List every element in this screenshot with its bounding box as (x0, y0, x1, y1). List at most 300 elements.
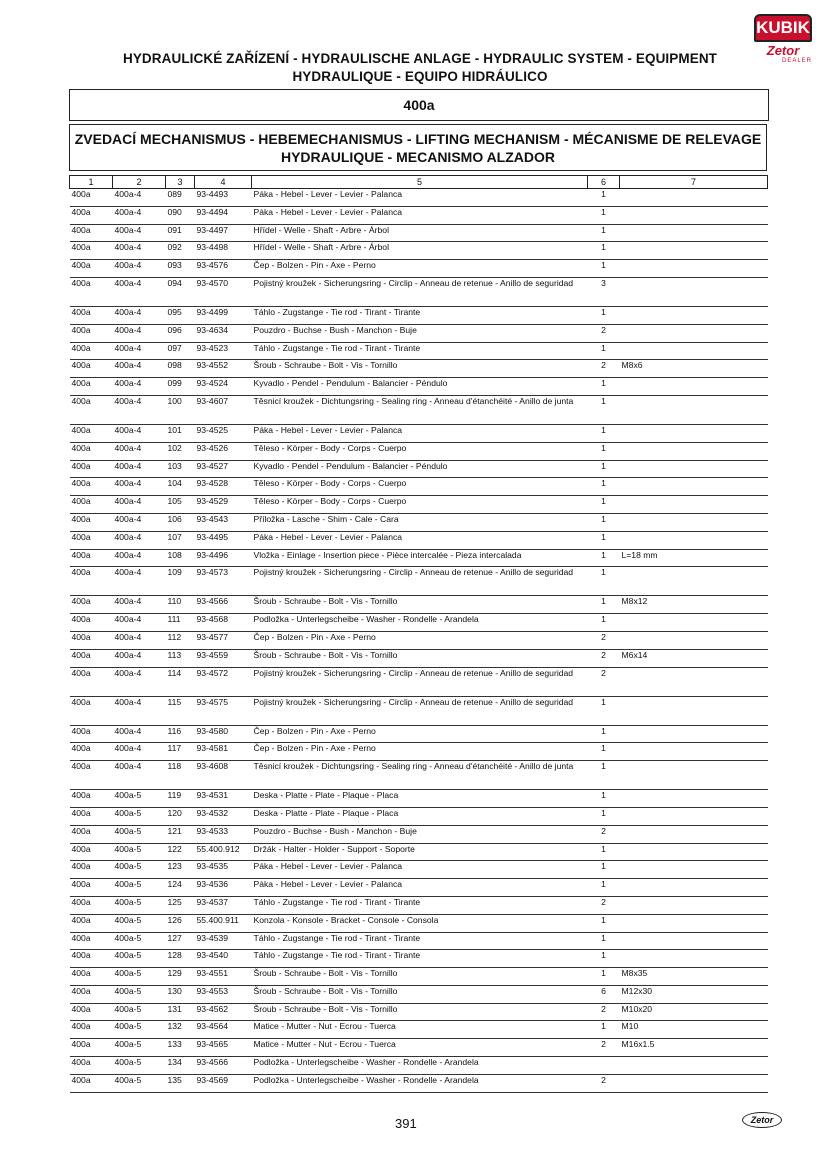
cell-col-4: 93-4565 (195, 1039, 252, 1057)
table-row (70, 1003, 768, 1021)
cell-col-5: Šroub - Schraube - Bolt - Vis - Tornillo (252, 985, 588, 1003)
cell-col-5: Matice - Mutter - Nut - Ecrou - Tuerca (252, 1021, 588, 1039)
cell-col-3: 099 (166, 378, 195, 396)
cell-col-7 (620, 513, 768, 531)
cell-col-6: 2 (588, 1074, 620, 1092)
table-row (70, 531, 768, 549)
table-row (70, 378, 768, 396)
cell-col-3: 089 (166, 189, 195, 207)
cell-col-5: Těleso - Körper - Body - Corps - Cuerpo (252, 496, 588, 514)
cell-col-4: 93-4552 (195, 360, 252, 378)
cell-col-1: 400a (70, 1039, 113, 1057)
cell-col-2: 400a-4 (113, 189, 166, 207)
cell-col-1: 400a (70, 1003, 113, 1021)
table-row (70, 260, 768, 278)
cell-col-4: 93-4529 (195, 496, 252, 514)
cell-col-1: 400a (70, 224, 113, 242)
cell-col-6: 1 (588, 696, 620, 725)
cell-col-7 (620, 1057, 768, 1075)
title-line-1: HYDRAULICKÉ ZAŘÍZENÍ - HYDRAULISCHE ANLAGE - HYDRAULIC SYSTEM - EQUIPMENT (122, 51, 718, 66)
cell-col-6: 1 (588, 761, 620, 790)
cell-col-4: 93-4525 (195, 424, 252, 442)
cell-col-6: 1 (588, 596, 620, 614)
cell-col-2: 400a-4 (113, 206, 166, 224)
column-header-4: 4 (195, 176, 252, 189)
cell-col-1: 400a (70, 914, 113, 932)
cell-col-2: 400a-5 (113, 1021, 166, 1039)
cell-col-1: 400a (70, 1057, 113, 1075)
cell-col-6: 1 (588, 531, 620, 549)
cell-col-5: Deska - Platte - Plate - Plaque - Placa (252, 807, 588, 825)
cell-col-3: 134 (166, 1057, 195, 1075)
cell-col-2: 400a-5 (113, 879, 166, 897)
cell-col-3: 132 (166, 1021, 195, 1039)
table-row (70, 790, 768, 808)
table-row (70, 324, 768, 342)
cell-col-3: 094 (166, 277, 195, 306)
cell-col-1: 400a (70, 743, 113, 761)
cell-col-1: 400a (70, 667, 113, 696)
cell-col-4: 93-4493 (195, 189, 252, 207)
column-header-5: 5 (252, 176, 588, 189)
cell-col-6: 1 (588, 1021, 620, 1039)
cell-col-4: 93-4535 (195, 861, 252, 879)
cell-col-5: Podložka - Unterlegscheibe - Washer - Rondelle - Arandela (252, 614, 588, 632)
cell-col-1: 400a (70, 1074, 113, 1092)
table-row (70, 950, 768, 968)
cell-col-6: 3 (588, 277, 620, 306)
cell-col-3: 122 (166, 843, 195, 861)
table-row (70, 614, 768, 632)
cell-col-1: 400a (70, 596, 113, 614)
cell-col-6: 1 (588, 424, 620, 442)
cell-col-2: 400a-4 (113, 242, 166, 260)
cell-col-6: 2 (588, 1039, 620, 1057)
cell-col-4: 93-4576 (195, 260, 252, 278)
cell-col-3: 120 (166, 807, 195, 825)
cell-col-2: 400a-4 (113, 360, 166, 378)
cell-col-2: 400a-4 (113, 277, 166, 306)
cell-col-3: 102 (166, 442, 195, 460)
cell-col-7 (620, 424, 768, 442)
cell-col-1: 400a (70, 424, 113, 442)
cell-col-4: 93-4568 (195, 614, 252, 632)
cell-col-2: 400a-5 (113, 807, 166, 825)
cell-col-1: 400a (70, 879, 113, 897)
column-header-6: 6 (588, 176, 620, 189)
cell-col-1: 400a (70, 861, 113, 879)
cell-col-4: 93-4540 (195, 950, 252, 968)
cell-col-6: 2 (588, 649, 620, 667)
table-row (70, 360, 768, 378)
cell-col-7 (620, 914, 768, 932)
cell-col-4: 93-4498 (195, 242, 252, 260)
cell-col-3: 114 (166, 667, 195, 696)
title-line-2: HYDRAULIQUE - EQUIPO HIDRÁULICO (292, 69, 548, 84)
cell-col-6: 1 (588, 206, 620, 224)
cell-col-3: 092 (166, 242, 195, 260)
cell-col-3: 113 (166, 649, 195, 667)
cell-col-7 (620, 950, 768, 968)
table-row (70, 725, 768, 743)
table-row (70, 696, 768, 725)
cell-col-2: 400a-5 (113, 985, 166, 1003)
table-row (70, 631, 768, 649)
table-row (70, 761, 768, 790)
cell-col-3: 106 (166, 513, 195, 531)
cell-col-3: 125 (166, 896, 195, 914)
cell-col-2: 400a-5 (113, 843, 166, 861)
cell-col-4: 93-4575 (195, 696, 252, 725)
cell-col-4: 93-4608 (195, 761, 252, 790)
cell-col-6: 2 (588, 324, 620, 342)
cell-col-5: Příložka - Lasche - Shim - Cale - Cara (252, 513, 588, 531)
cell-col-4: 93-4536 (195, 879, 252, 897)
cell-col-2: 400a-4 (113, 549, 166, 567)
cell-col-1: 400a (70, 631, 113, 649)
cell-col-7 (620, 378, 768, 396)
cell-col-2: 400a-4 (113, 224, 166, 242)
cell-col-2: 400a-4 (113, 596, 166, 614)
cell-col-7 (620, 807, 768, 825)
cell-col-7 (620, 260, 768, 278)
cell-col-4: 93-4580 (195, 725, 252, 743)
cell-col-1: 400a (70, 342, 113, 360)
cell-col-2: 400a-4 (113, 424, 166, 442)
cell-col-4: 93-4577 (195, 631, 252, 649)
cell-col-5: Podložka - Unterlegscheibe - Washer - Rondelle - Arandela (252, 1057, 588, 1075)
cell-col-5: Těsnicí kroužek - Dichtungsring - Sealing ring - Anneau d'étanchéité - Anillo de junta (252, 395, 588, 424)
cell-col-7: M8x12 (620, 596, 768, 614)
zetor-footer-logo: Zetor (742, 1112, 782, 1128)
table-row (70, 879, 768, 897)
cell-col-1: 400a (70, 460, 113, 478)
cell-col-5: Šroub - Schraube - Bolt - Vis - Tornillo (252, 596, 588, 614)
cell-col-1: 400a (70, 932, 113, 950)
cell-col-3: 124 (166, 879, 195, 897)
table-row (70, 460, 768, 478)
cell-col-6: 2 (588, 631, 620, 649)
cell-col-7 (620, 342, 768, 360)
cell-col-2: 400a-4 (113, 631, 166, 649)
cell-col-2: 400a-5 (113, 1074, 166, 1092)
table-body (70, 189, 768, 1093)
cell-col-7 (620, 242, 768, 260)
table-row (70, 807, 768, 825)
cell-col-5: Podložka - Unterlegscheibe - Washer - Rondelle - Arandela (252, 1074, 588, 1092)
cell-col-6: 1 (588, 242, 620, 260)
cell-col-7 (620, 696, 768, 725)
cell-col-5: Konzola - Konsole - Bracket - Console - Consola (252, 914, 588, 932)
cell-col-2: 400a-4 (113, 761, 166, 790)
table-row (70, 1021, 768, 1039)
cell-col-5: Šroub - Schraube - Bolt - Vis - Tornillo (252, 360, 588, 378)
cell-col-1: 400a (70, 478, 113, 496)
cell-col-7 (620, 496, 768, 514)
cell-col-3: 107 (166, 531, 195, 549)
cell-col-3: 119 (166, 790, 195, 808)
table-row (70, 649, 768, 667)
cell-col-3: 110 (166, 596, 195, 614)
cell-col-1: 400a (70, 549, 113, 567)
cell-col-2: 400a-5 (113, 1039, 166, 1057)
cell-col-5: Pouzdro - Buchse - Bush - Manchon - Buje (252, 825, 588, 843)
cell-col-6: 1 (588, 478, 620, 496)
cell-col-4: 93-4569 (195, 1074, 252, 1092)
cell-col-5: Čep - Bolzen - Pin - Axe - Perno (252, 725, 588, 743)
cell-col-1: 400a (70, 790, 113, 808)
cell-col-4: 93-4524 (195, 378, 252, 396)
cell-col-3: 115 (166, 696, 195, 725)
cell-col-7 (620, 725, 768, 743)
cell-col-3: 116 (166, 725, 195, 743)
cell-col-3: 117 (166, 743, 195, 761)
cell-col-1: 400a (70, 725, 113, 743)
cell-col-2: 400a-4 (113, 531, 166, 549)
table-row (70, 667, 768, 696)
cell-col-1: 400a (70, 896, 113, 914)
cell-col-3: 093 (166, 260, 195, 278)
cell-col-6: 1 (588, 968, 620, 986)
cell-col-5: Hřídel - Welle - Shaft - Arbre - Árbol (252, 224, 588, 242)
cell-col-2: 400a-4 (113, 378, 166, 396)
table-row (70, 277, 768, 306)
cell-col-6: 1 (588, 932, 620, 950)
cell-col-3: 127 (166, 932, 195, 950)
page-title (70, 50, 770, 86)
cell-col-4: 93-4562 (195, 1003, 252, 1021)
cell-col-3: 090 (166, 206, 195, 224)
cell-col-2: 400a-5 (113, 968, 166, 986)
cell-col-4: 93-4634 (195, 324, 252, 342)
cell-col-2: 400a-4 (113, 513, 166, 531)
cell-col-1: 400a (70, 378, 113, 396)
cell-col-7: M8x35 (620, 968, 768, 986)
cell-col-1: 400a (70, 649, 113, 667)
cell-col-5: Pojistný kroužek - Sicherungsring - Circlip - Anneau de retenue - Anillo de seguridad (252, 567, 588, 596)
cell-col-7 (620, 761, 768, 790)
cell-col-7 (620, 861, 768, 879)
table-row (70, 242, 768, 260)
cell-col-2: 400a-4 (113, 395, 166, 424)
cell-col-2: 400a-5 (113, 790, 166, 808)
cell-col-2: 400a-5 (113, 914, 166, 932)
cell-col-3: 100 (166, 395, 195, 424)
cell-col-7 (620, 567, 768, 596)
cell-col-6: 1 (588, 513, 620, 531)
cell-col-1: 400a (70, 567, 113, 596)
cell-col-3: 133 (166, 1039, 195, 1057)
cell-col-4: 93-4496 (195, 549, 252, 567)
column-header-7: 7 (620, 176, 768, 189)
table-row (70, 442, 768, 460)
cell-col-7 (620, 879, 768, 897)
cell-col-7: M10x20 (620, 1003, 768, 1021)
table-row (70, 549, 768, 567)
cell-col-2: 400a-5 (113, 932, 166, 950)
cell-col-4: 93-4607 (195, 395, 252, 424)
cell-col-6: 1 (588, 950, 620, 968)
cell-col-3: 109 (166, 567, 195, 596)
table-row (70, 342, 768, 360)
cell-col-3: 112 (166, 631, 195, 649)
cell-col-6: 1 (588, 189, 620, 207)
cell-col-5: Pojistný kroužek - Sicherungsring - Circlip - Anneau de retenue - Anillo de seguridad (252, 667, 588, 696)
cell-col-6: 1 (588, 861, 620, 879)
cell-col-4: 93-4559 (195, 649, 252, 667)
logo-zetor: Zetor (766, 43, 800, 58)
cell-col-6: 2 (588, 825, 620, 843)
cell-col-1: 400a (70, 531, 113, 549)
cell-col-5: Čep - Bolzen - Pin - Axe - Perno (252, 260, 588, 278)
cell-col-4: 55.400.911 (195, 914, 252, 932)
table-row (70, 968, 768, 986)
cell-col-1: 400a (70, 260, 113, 278)
cell-col-5: Deska - Platte - Plate - Plaque - Placa (252, 790, 588, 808)
column-header-1: 1 (70, 176, 113, 189)
cell-col-5: Šroub - Schraube - Bolt - Vis - Tornillo (252, 1003, 588, 1021)
cell-col-2: 400a-4 (113, 306, 166, 324)
cell-col-3: 091 (166, 224, 195, 242)
cell-col-6: 1 (588, 567, 620, 596)
cell-col-7: M6x14 (620, 649, 768, 667)
cell-col-4: 93-4497 (195, 224, 252, 242)
cell-col-6: 1 (588, 914, 620, 932)
cell-col-7 (620, 743, 768, 761)
cell-col-1: 400a (70, 950, 113, 968)
cell-col-6: 2 (588, 896, 620, 914)
cell-col-3: 105 (166, 496, 195, 514)
cell-col-5: Držák - Halter - Holder - Support - Soporte (252, 843, 588, 861)
cell-col-3: 126 (166, 914, 195, 932)
cell-col-6: 1 (588, 395, 620, 424)
cell-col-1: 400a (70, 306, 113, 324)
cell-col-4: 93-4539 (195, 932, 252, 950)
cell-col-5: Šroub - Schraube - Bolt - Vis - Tornillo (252, 968, 588, 986)
cell-col-3: 103 (166, 460, 195, 478)
cell-col-1: 400a (70, 1021, 113, 1039)
cell-col-2: 400a-4 (113, 567, 166, 596)
cell-col-7 (620, 631, 768, 649)
cell-col-4: 93-4553 (195, 985, 252, 1003)
cell-col-7 (620, 460, 768, 478)
cell-col-3: 101 (166, 424, 195, 442)
cell-col-4: 93-4526 (195, 442, 252, 460)
cell-col-1: 400a (70, 442, 113, 460)
cell-col-5: Táhlo - Zugstange - Tie rod - Tirant - Tirante (252, 306, 588, 324)
cell-col-4: 93-4570 (195, 277, 252, 306)
cell-col-5: Čep - Bolzen - Pin - Axe - Perno (252, 631, 588, 649)
table-row (70, 567, 768, 596)
table-row (70, 596, 768, 614)
cell-col-4: 93-4573 (195, 567, 252, 596)
cell-col-4: 93-4531 (195, 790, 252, 808)
cell-col-6: 1 (588, 224, 620, 242)
cell-col-3: 128 (166, 950, 195, 968)
table-row (70, 914, 768, 932)
cell-col-5: Těleso - Körper - Body - Corps - Cuerpo (252, 442, 588, 460)
cell-col-7 (620, 843, 768, 861)
cell-col-3: 131 (166, 1003, 195, 1021)
cell-col-3: 121 (166, 825, 195, 843)
cell-col-5: Páka - Hebel - Lever - Levier - Palanca (252, 424, 588, 442)
cell-col-3: 096 (166, 324, 195, 342)
parts-table (69, 175, 768, 1093)
cell-col-4: 93-4527 (195, 460, 252, 478)
cell-col-3: 111 (166, 614, 195, 632)
table-row (70, 306, 768, 324)
cell-col-5: Táhlo - Zugstange - Tie rod - Tirant - Tirante (252, 896, 588, 914)
cell-col-4: 93-4564 (195, 1021, 252, 1039)
cell-col-1: 400a (70, 496, 113, 514)
table-row (70, 861, 768, 879)
cell-col-3: 108 (166, 549, 195, 567)
table-row (70, 224, 768, 242)
cell-col-5: Vložka - Einlage - Insertion piece - Pièce intercalée - Pieza intercalada (252, 549, 588, 567)
cell-col-5: Páka - Hebel - Lever - Levier - Palanca (252, 531, 588, 549)
cell-col-3: 095 (166, 306, 195, 324)
cell-col-6: 1 (588, 790, 620, 808)
cell-col-2: 400a-4 (113, 725, 166, 743)
cell-col-2: 400a-5 (113, 861, 166, 879)
cell-col-2: 400a-4 (113, 260, 166, 278)
cell-col-7 (620, 306, 768, 324)
cell-col-1: 400a (70, 761, 113, 790)
cell-col-7: M8x6 (620, 360, 768, 378)
cell-col-5: Táhlo - Zugstange - Tie rod - Tirant - Tirante (252, 950, 588, 968)
cell-col-1: 400a (70, 395, 113, 424)
cell-col-3: 104 (166, 478, 195, 496)
cell-col-7 (620, 531, 768, 549)
cell-col-5: Matice - Mutter - Nut - Ecrou - Tuerca (252, 1039, 588, 1057)
table-row (70, 1074, 768, 1092)
cell-col-7 (620, 277, 768, 306)
cell-col-5: Čep - Bolzen - Pin - Axe - Perno (252, 743, 588, 761)
cell-col-2: 400a-4 (113, 649, 166, 667)
table-row (70, 985, 768, 1003)
cell-col-4: 93-4533 (195, 825, 252, 843)
cell-col-7 (620, 224, 768, 242)
cell-col-2: 400a-4 (113, 496, 166, 514)
cell-col-5: Kyvadlo - Pendel - Pendulum - Balancier - Péndulo (252, 460, 588, 478)
cell-col-6: 1 (588, 549, 620, 567)
table-row (70, 189, 768, 207)
cell-col-7 (620, 932, 768, 950)
cell-col-1: 400a (70, 189, 113, 207)
table-row (70, 1039, 768, 1057)
cell-col-4: 93-4523 (195, 342, 252, 360)
cell-col-4: 93-4532 (195, 807, 252, 825)
cell-col-2: 400a-5 (113, 1003, 166, 1021)
cell-col-7: M16x1.5 (620, 1039, 768, 1057)
cell-col-5: Páka - Hebel - Lever - Levier - Palanca (252, 861, 588, 879)
cell-col-4: 93-4528 (195, 478, 252, 496)
cell-col-6: 2 (588, 1003, 620, 1021)
column-header-2: 2 (113, 176, 166, 189)
cell-col-3: 129 (166, 968, 195, 986)
cell-col-5: Pouzdro - Buchse - Bush - Manchon - Buje (252, 324, 588, 342)
page-number: 391 (395, 1116, 417, 1131)
cell-col-1: 400a (70, 614, 113, 632)
cell-col-2: 400a-4 (113, 342, 166, 360)
cell-col-7: M12x30 (620, 985, 768, 1003)
cell-col-6: 1 (588, 460, 620, 478)
cell-col-5: Pojistný kroužek - Sicherungsring - Circlip - Anneau de retenue - Anillo de seguridad (252, 696, 588, 725)
section-line-2: HYDRAULIQUE - MECANISMO ALZADOR (280, 149, 556, 165)
cell-col-1: 400a (70, 968, 113, 986)
cell-col-6: 1 (588, 306, 620, 324)
table-row (70, 496, 768, 514)
